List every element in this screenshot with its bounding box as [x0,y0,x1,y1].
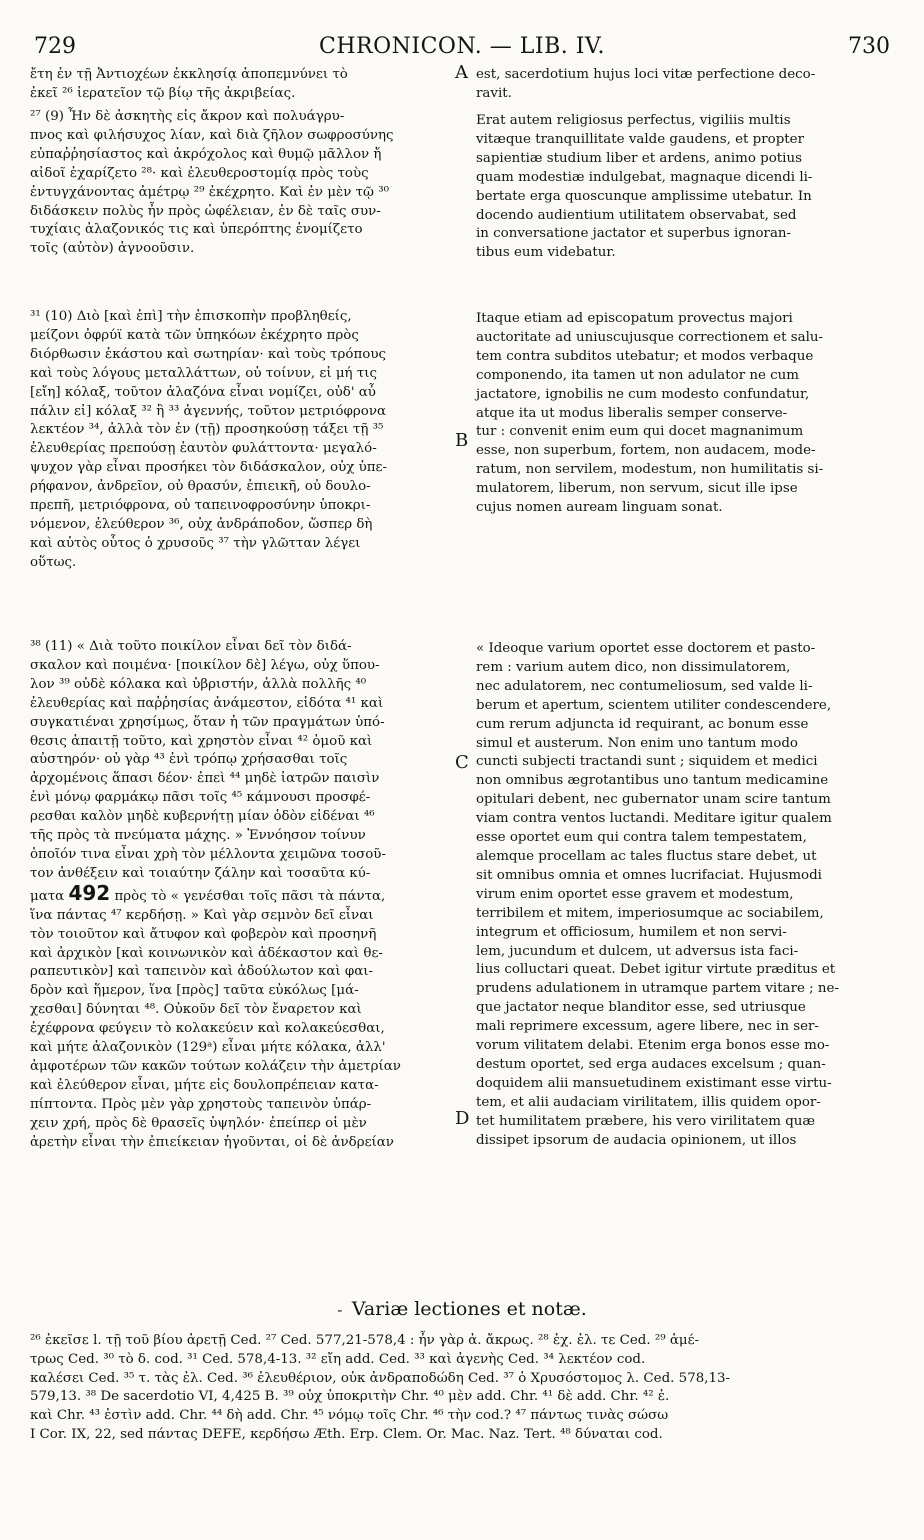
right-page-number: 730 [848,34,890,59]
marker-b: B [455,430,469,451]
text-line: tem contra subditos utebatur; et modos verbaque [476,348,814,364]
text-line: καὶ ἀρχικὸν [καὶ κοινωνικὸν καὶ ἀδέκαστον καὶ θε- [30,945,383,961]
text-line: ἔτη ἐν τῇ Ἀντιοχέων ἐκκλησίᾳ ἀποπεμνύνει τὸ [30,67,348,82]
text-line: αὐστηρόν· οὐ γὰρ ⁴³ ἑνὶ τρόπῳ χρήσασθαι τοῖς [30,752,348,768]
greek-paragraph-3 [30,308,450,573]
text-line: εὐπαῤῥησίαστος καὶ ἀκρόχολος καὶ θυμῷ μᾶλλον ἤ [30,146,382,162]
text-line-with-column-number [30,880,450,907]
notes-heading: - Variæ lectiones et notæ. [337,1298,587,1320]
text-line: destum oportet, sed erga audaces excelsum ; quan- [476,1056,826,1072]
latin-paragraph-4 [476,640,890,1150]
running-title: CHRONICON. — LIB. IV. [319,34,605,59]
text-line: συγκατιέναι χρησίμως, ὅταν ἡ τῶν πραγμάτων ὑπό- [30,714,385,730]
text-line: simul et austerum. Non enim uno tantum modo [476,735,798,751]
text-line: cuncti subjecti tractandi sunt ; siquidem et medici [476,754,818,770]
greek-paragraph-4 [30,638,450,1152]
text-line: virum enim oportet esse gravem et modestum, [476,886,794,902]
text-line: tem, et alii audaciam virilitatem, illis quidem opor- [476,1094,821,1110]
text-line: ³¹ (10) Διὸ [καὶ ἐπὶ] τὴν ἐπισκοπὴν προβληθείς, [30,309,352,324]
text-line: ὁποῖόν τινα εἶναι χρὴ τὸν μέλλοντα χειμῶνα τοσοῦ- [30,846,386,862]
text-line: cujus nomen auream linguam sonat. [476,500,723,516]
note-line: καλέσει Ced. ³⁵ τ. τὰς ἐλ. Ced. ³⁶ ἐλευθέριον, οὐκ ἀνδραποδώδη Ced. ³⁷ ὁ Χρυσόστομος λ. Ced. 578,13- [30,1370,731,1386]
text-line: πρεπῆ, μετριόφρονα, οὐ ταπεινοφροσύνην ὑποκρι- [30,498,371,514]
note-line: I Cor. IX, 22, sed πάντας DEFE, κερδήσω Æth. Erp. Clem. Or. Mac. Naz. Tert. ⁴⁸ δύναται cod. [30,1426,663,1442]
note-line: 579,13. ³⁸ De sacerdotio VI, 4,425 B. ³⁹ οὐχ ὑποκριτὴν Chr. ⁴⁰ μὲν add. Chr. ⁴¹ δὲ add. Chr. ⁴² ἐ. [30,1389,670,1405]
text-line: πίπτοντα. Πρὸς μὲν γὰρ χρηστοὺς ταπεινὸν ὑπάρ- [30,1096,372,1112]
text-line: jactatore, ignobilis ne cum modesto confundatur, [476,386,810,402]
text-line: opitulari debent, nec gubernator unam scire tantum [476,792,831,808]
latin-paragraph-1 [476,66,890,104]
text-line: ἀρετὴν εἶναι τὴν ἐπιείκειαν ἡγοῦνται, οἱ δὲ ἀνδρείαν [30,1134,394,1150]
text-line: non omnibus ægrotantibus uno tantum medicamine [476,773,829,789]
text-line: καὶ ἐλεύθερον εἶναι, μήτε εἰς δουλοπρέπειαν κατα- [30,1077,379,1093]
text-line: σκαλον καὶ ποιμένα· [ποικίλον δὲ] λέγω, οὐχ ὕπου- [30,657,380,673]
text-line: λεκτέον ³⁴, ἀλλὰ τὸν ἐν (τῇ) προσηκούσῃ τάξει τῇ ³⁵ [30,422,384,438]
text-line: διδάσκειν πολὺς ἦν πρὸς ὠφέλειαν, ἐν δὲ ταῖς συν- [30,203,381,219]
text-line: τον ἀνθέξειν καὶ τοιαύτην ζάλην καὶ τοσαῦτα κύ- [30,865,371,881]
text-line: διόρθωσιν ἑκάστου καὶ σωτηρίαν· καὶ τοὺς τρόπους [30,346,386,362]
text-line: dissipet ipsorum de audacia opinionem, ut illos [476,1132,797,1148]
text-line: καὶ τοὺς λόγους μεταλλάττων, οὐ τοίνυν, εἰ μή τις [30,365,377,381]
text-line: ἀμφοτέρων τῶν κακῶν τούτων κολάζειν τὴν ἀμετρίαν [30,1058,401,1074]
text-line: mulatorem, liberum, non servum, sicut ille ipse [476,481,798,497]
note-line: τρως Ced. ³⁰ τὸ δ. cod. ³¹ Ced. 578,4-13. ³² εἴη add. Ced. ³³ καὶ ἀγενὴς Ced. ³⁴ λεκτέον cod. [30,1351,646,1367]
text-line: berum et apertum, scientem utiliter condescendere, [476,697,832,713]
text-line: nec adulatorem, nec contumeliosum, sed valde li- [476,678,813,694]
text-line: μείζονι ὀφρύϊ κατὰ τῶν ὑπηκόων ἐκέχρητο πρὸς [30,327,359,343]
text-line: χειν χρή, πρὸς δὲ θρασεῖς ὑψηλόν· ἐπείπερ οἱ μὲν [30,1115,367,1131]
note-line: καὶ Chr. ⁴³ ἐστὶν add. Chr. ⁴⁴ δὴ add. Chr. ⁴⁵ νόμῳ τοῖς Chr. ⁴⁶ τὴν cod.? ⁴⁷ πάντως τινὰς σώσω [30,1408,669,1424]
text-line: θεσις ἀπαιτῇ τοῦτο, καὶ χρηστὸν εἶναι ⁴² ὁμοῦ καὶ [30,733,373,749]
text-line: καὶ μήτε ἀλαζονικὸν (129ᵃ) εἶναι μήτε κόλακα, ἀλλ' [30,1040,386,1056]
text-line: ψυχον γὰρ εἶναι προσήκει τὸν διδάσκαλον, οὐχ ὑπε- [30,460,387,476]
text-line: τῆς πρὸς τὰ πνεύματα μάχης. » Ἐννόησον τοίνυν [30,828,366,844]
text-line: componendo, ita tamen ut non adulator ne cum [476,367,799,383]
text-line: tur : convenit enim eum qui docet magnanimum [476,424,804,440]
text-line: quam modestiæ indulgebat, magnaque dicendi li- [476,169,813,185]
text-line: Erat autem religiosus perfectus, vigiliis multis [476,113,791,128]
text-line: ratum, non servilem, modestum, non humilitatis si- [476,462,824,478]
text-line: sapientiæ studium liber et ardens, animo potius [476,150,802,166]
text-line: ἐκεῖ ²⁶ ἱερατεῖον τῷ βίῳ τῆς ἀκριβείας. [30,85,296,101]
text-line: δρὸν καὶ ἥμερον, ἵνα [πρὸς] ταῦτα εὐκόλως [μά- [30,983,359,999]
text-line: esse, non superbum, fortem, non audacem, mode- [476,443,816,459]
text-line: ἑνὶ μόνῳ φαρμάκῳ πᾶσι τοῖς ⁴⁵ κάμνουσι προσφέ- [30,790,371,806]
left-page-number: 729 [34,34,76,59]
text-line: ρεσθαι καλὸν μηδὲ κυβερνήτῃ μίαν ὁδὸν εἰδέναι ⁴⁶ [30,809,375,825]
text-line: ἐλευθερίας πρεπούσῃ ἑαυτὸν φυλάττοντα· μεγαλό- [30,441,377,457]
text-line: mali reprimere excessum, agere libere, nec in ser- [476,1019,819,1035]
text-line: tet humilitatem præbere, his vero virilitatem quæ [476,1113,816,1129]
text-line: οὕτως. [30,554,77,570]
text-line: alemque procellam ac tales fluctus stare debet, ut [476,848,817,864]
text-line: viam contra ventos luctandi. Meditare igitur qualem [476,811,832,827]
text-fragment: ματα [30,888,65,904]
text-line: esse oportet eum qui contra talem tempestatem, [476,830,807,846]
text-line: in conversatione jactator et superbus ignoran- [476,226,792,242]
text-line: vitæque tranquillitate valde gaudens, et propter [476,131,804,147]
text-line: ἐντυγχάνοντας ἀμέτρῳ ²⁹ ἐκέχρητο. Καὶ ἐν μὲν τῷ ³⁰ [30,184,389,200]
text-line: τυχίαις ἀλαζονικός τις καὶ ὑπερόπτης ἐνομίζετο [30,222,363,238]
text-line: cum rerum adjuncta id requirant, ac bonum esse [476,716,809,732]
text-line: auctoritate ad uniuscujusque correctionem et salu- [476,329,824,345]
text-fragment: πρὸς τὸ « γενέσθαι τοῖς πᾶσι τὰ πάντα, [114,888,386,904]
text-line: καὶ αὐτὸς οὗτος ὁ χρυσοῦς ³⁷ τὴν γλῶτταν λέγει [30,535,361,551]
text-line: docendo audientium utilitatem observabat, sed [476,207,797,223]
greek-paragraph-1 [30,66,450,104]
text-line: terribilem et mitem, imperiosumque ac sociabilem, [476,905,824,921]
text-line: doquidem alii mansuetudinem existimant esse virtu- [476,1075,832,1091]
text-line: rem : varium autem dico, non dissimulatorem, [476,659,791,675]
latin-paragraph-2 [476,112,890,263]
text-line: αἰδοῖ ἐχαρίζετο ²⁸· καὶ ἐλευθεροστομίᾳ πρὸς τοὺς [30,165,369,181]
text-line: atque ita ut modus liberalis semper conserve- [476,405,788,421]
column-number: 492 [68,880,111,905]
text-line: χεσθαι] δύνηται ⁴⁸. Οὐκοῦν δεῖ τὸν ἔναρετον καὶ [30,1002,362,1018]
text-line: νόμενον, ἐλεύθερον ³⁶, οὐχ ἀνδράποδον, ὥσπερ δὴ [30,516,373,532]
text-line: ravit. [476,85,512,101]
text-line: ἐχέφρονα φεύγειν τὸ κολακεύειν καὶ κολακεύεσθαι, [30,1021,385,1037]
text-line: πνος καὶ φιλήσυχος λίαν, καὶ διὰ ζῆλον σωφροσύνης [30,127,394,143]
latin-paragraph-3 [476,310,890,518]
text-line: tibus eum videbatur. [476,245,616,261]
text-line: λον ³⁹ οὐδὲ κόλακα καὶ ὑβριστήν, ἀλλὰ πολλῆς ⁴⁰ [30,676,367,692]
text-line: integrum et officiosum, humilem et non servi- [476,924,787,940]
text-line: lem, jucundum et dulcem, ut adversus ista faci- [476,943,799,959]
marker-d: D [455,1108,470,1129]
text-line: [εἴη] κόλαξ, τοῦτον ἀλαζόνα εἶναι νομίζει, οὐδ' αὖ [30,384,376,400]
text-line: ³⁸ (11) « Διὰ τοῦτο ποικίλον εἶναι δεῖ τὸν διδά- [30,639,352,654]
note-line: ²⁶ ἐκεῖσε l. τῇ τοῦ βίου ἀρετῇ Ced. ²⁷ Ced. 577,21-578,4 : ἦν γὰρ ἀ. ἄκρως. ²⁸ ἐχ. ἐλ. τε Ced. ²⁹ ἀμέ- [30,1333,700,1348]
text-line: sit omnibus omnia et omnes lucrifaciat. Hujusmodi [476,867,822,883]
text-line: est, sacerdotium hujus loci vitæ perfectione deco- [476,67,816,82]
text-line: τοῖς (αὐτὸν) ἀγνοοῦσιν. [30,241,195,257]
text-line: vorum vilitatem delabi. Etenim erga bonos esse mo- [476,1038,830,1054]
text-line: bertate erga quoscunque amplissime utebatur. In [476,188,812,204]
text-line: ²⁷ (9) Ἦν δὲ ἀσκητὴς εἰς ἄκρον καὶ πολυάγρυ- [30,109,345,124]
marker-c: C [455,752,469,773]
text-line: prudens adulationem in utramque partem vitare ; ne- [476,981,839,997]
notes-heading-text: Variæ lectiones et notæ. [351,1298,587,1320]
text-line: lius colluctari queat. Debet igitur virtute præditus et [476,962,836,978]
running-header [34,34,890,64]
text-line: ἀρχομένοις ἅπασι δέον· ἐπεὶ ⁴⁴ μηδὲ ἰατρῶν παισὶν [30,771,380,787]
text-line: ραπευτικὸν] καὶ ταπεινὸν καὶ ἀδούλωτον καὶ φαι- [30,964,374,980]
text-line: que jactator neque blanditor esse, sed utriusque [476,1000,806,1016]
marker-a: A [455,62,468,83]
greek-paragraph-2 [30,108,450,259]
text-line: Itaque etiam ad episcopatum provectus majori [476,311,793,326]
text-line: πάλιν εἰ] κόλαξ ³² ἢ ³³ ἀγεννής, τοῦτον μετριόφρονα [30,403,387,419]
apparatus-notes [30,1332,890,1445]
text-line: ἵνα πάντας ⁴⁷ κερδήσῃ. » Καὶ γὰρ σεμνὸν δεῖ εἶναι [30,907,374,923]
text-line: ἐλευθερίας καὶ παῤῥησίας ἀνάμεστον, εἰδότα ⁴¹ καὶ [30,695,384,711]
text-line: ρήφανον, ἀνδρεῖον, οὐ θρασύν, ἐπιεικῆ, οὐ δουλο- [30,479,371,495]
text-line: « Ideoque varium oportet esse doctorem et pasto- [476,641,816,656]
text-line: τὸν τοιοῦτον καὶ ἄτυφον καὶ φοβερὸν καὶ προσηνῆ [30,926,377,942]
